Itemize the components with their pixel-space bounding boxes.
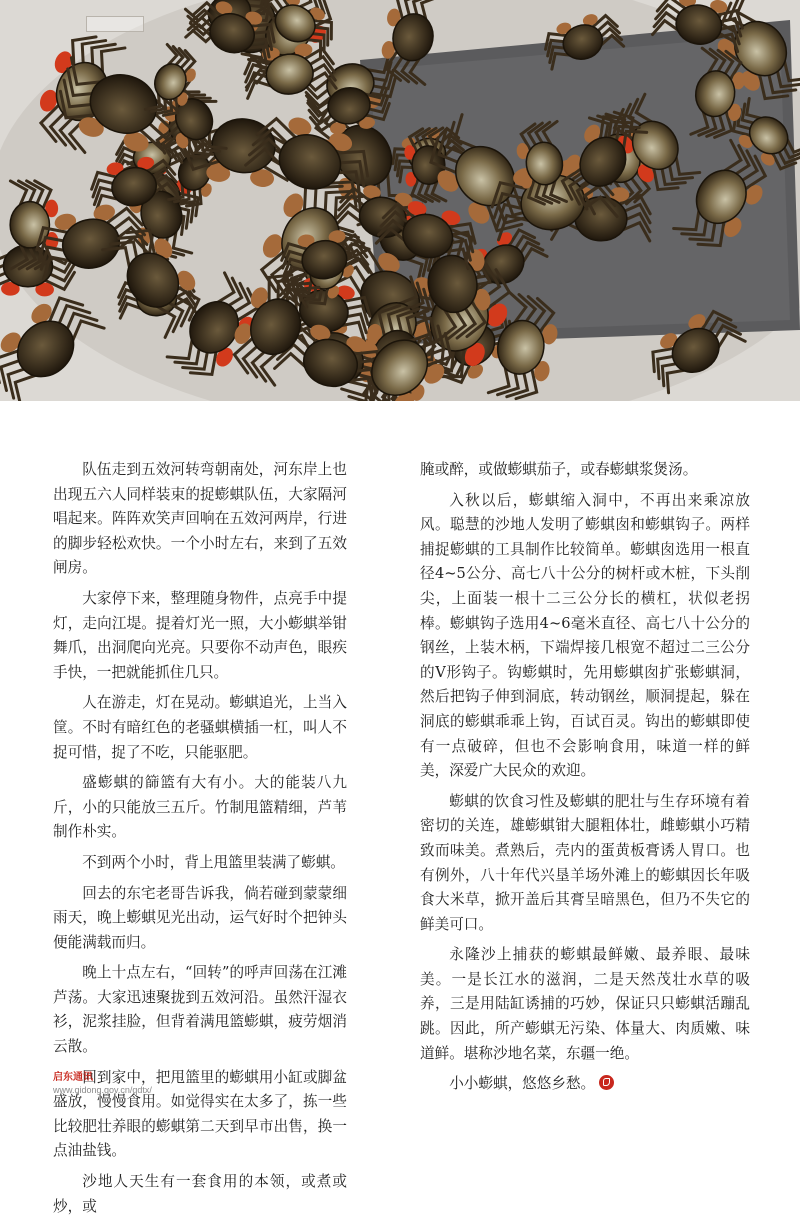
paragraph: 晚上十点左右，“回转”的呼声回荡在江滩芦荡。大家迅速聚拢到五效河沿。虽然汗湿衣衫，泥浆挂脸，但背着满甩篮蟛蜞，疲劳烟消云散。 bbox=[53, 964, 347, 1056]
paragraph: 回去的东宅老哥告诉我，倘若碰到蒙蒙细雨天，晚上蟛蜞见光出动，运气好时个把钟头便能满载而归。 bbox=[53, 884, 347, 951]
page-footer bbox=[53, 1071, 152, 1096]
closing-line bbox=[420, 1072, 750, 1097]
article-column-left bbox=[53, 458, 347, 1225]
paragraph: 永隆沙上捕获的蟛蜞最鲜嫩、最养眼、最味美。一是长江水的滋润，二是天然茂壮水草的吸养，三是用陆缸诱捕的巧妙，保证只只蟛蜞活蹦乱跳。因此，所产蟛蜞无污染、体量大、肉质嫩、味道鲜。堪称沙地名菜，东疆一绝。 bbox=[420, 946, 750, 1062]
section-tab-marker bbox=[86, 16, 144, 32]
article-column-right bbox=[420, 458, 750, 1103]
paragraph: 大家停下来，整理随身物件，点亮手中提灯，走向江堤。提着灯光一照，大小蟛蜞举钳舞爪，出洞爬向光亮。只要你不动声色，眼疾手快，一把就能抓住几只。 bbox=[53, 589, 347, 681]
paragraph: 不到两个小时，背上甩篮里装满了蟛蜞。 bbox=[82, 853, 345, 871]
paragraph: 队伍走到五效河转弯朝南处，河东岸上也出现五六人同样装束的捉蟛蜞队伍，大家隔河唱起来。阵阵欢笑声回响在五效河两岸，行进的脚步轻松欢快。一个小时左右，来到了五效闸房。 bbox=[53, 461, 347, 577]
closing-text: 小小蟛蜞，悠悠乡愁。 bbox=[449, 1075, 596, 1093]
paragraph: 回到家中，把甩篮里的蟛蜞用小缸或脚盆盛放，慢慢食用。如觉得实在太多了，拣一些比较肥壮养眼的蟛蜞第二天到早市出售，换一点油盐钱。 bbox=[53, 1068, 347, 1160]
hero-photo bbox=[0, 0, 800, 401]
paragraph: 人在游走，灯在晃动。蟛蜞追光，上当入筐。不时有暗红色的老骚蜞横插一杠，叫人不捉可惜，捉了不吃，只能驱肥。 bbox=[53, 694, 347, 761]
end-seal-icon bbox=[599, 1075, 614, 1090]
footer-url: www.qidong.gov.cn/qdtx/ bbox=[53, 1085, 152, 1095]
paragraph-continuation: 腌或醉，或做蟛蜞茄子，或春蟛蜞浆煲汤。 bbox=[420, 461, 698, 478]
paragraph: 沙地人天生有一套食用的本领，或煮或炒，或 bbox=[53, 1173, 347, 1215]
crabs-in-basin-illustration bbox=[0, 0, 800, 401]
paragraph: 入秋以后，蟛蜞缩入洞中，不再出来乘凉放风。聪慧的沙地人发明了蟛蜞囱和蟛蜞钩子。两样捕捉蟛蜞的工具制作比较简单。蟛蜞囱选用一根直径4~5公分、高七八十公分的树杆或木桩，下头削尖，上面装一根十二三公分长的横杠，状似老拐棒。蟛蜞钩子选用4~6毫米直径、高七八十公分的钢丝，上装木柄，下端焊接几根宽不超过二三公分的V形钩子。钩蟛蜞时，先用蟛蜞囱扩张蟛蜞洞，然后把钩子伸到洞底，转动钢丝，顺洞提起，躲在洞底的蟛蜞乖乖上钩，百试百灵。钩出的蟛蜞即使有一点破碎，但也不会影响食用，味道一样的鲜美，深爱广大民众的欢迎。 bbox=[420, 491, 750, 780]
footer-brand: 启东通讯 bbox=[53, 1072, 93, 1083]
paragraph: 盛蟛蜞的篩篮有大有小。大的能装八九斤，小的只能放三五斤。竹制甩篮精细，芦苇制作朴实。 bbox=[53, 774, 347, 841]
paragraph: 蟛蜞的饮食习性及蟛蜞的肥壮与生存环境有着密切的关连，雄蟛蜞钳大腿粗体壮，雌蟛蜞小巧精致而味美。煮熟后，壳内的蛋黄板膏诱人胃口。也有例外，八十年代兴垦羊场外滩上的蟛蜞因长年吸食大米草，掀开盖后其膏呈暗黑色，但乃不失它的鲜美可口。 bbox=[420, 792, 750, 933]
